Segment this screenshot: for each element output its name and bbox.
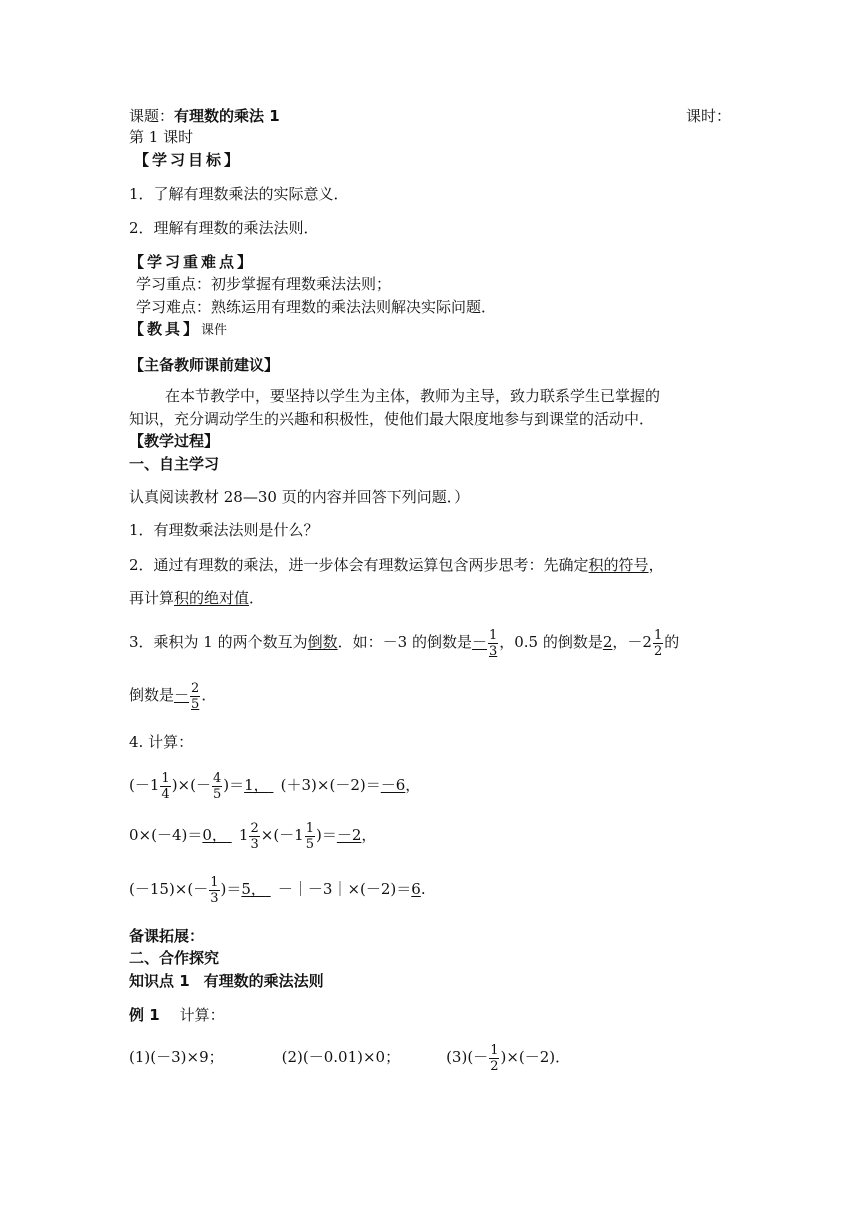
q3-mixed-fraction [653, 628, 663, 659]
example-1-heading [129, 1006, 225, 1024]
numerator: 1 [305, 820, 314, 836]
denominator: 2 [653, 643, 663, 659]
tools-heading: 【教具】 [129, 320, 202, 338]
advice-line-2: 知识，充分调动学生的兴趣和积极性，使他们最大限度地参与到课堂的活动中． [129, 410, 655, 428]
q4-r3-answer-1: 5， [241, 880, 266, 898]
q4-r3-text: . [420, 880, 426, 898]
q4-r1-text: (＋3)×(－2)＝ [280, 776, 381, 794]
example-1-items [129, 1040, 570, 1074]
q4-r2-text: ， [361, 826, 377, 844]
example-item-3-rest: )×(－2)． [500, 1048, 571, 1066]
q4-r1-answer-1: 1， [244, 776, 269, 794]
q4-r2-text: ×(－1 [260, 826, 304, 844]
topic-title: 有理数的乘法 1 [174, 107, 280, 125]
q3-text-d: ，0.5 的倒数是 [499, 633, 603, 651]
denominator: 3 [488, 643, 498, 659]
q4-r1-text: )＝ [223, 776, 245, 794]
denominator: 3 [210, 890, 219, 906]
q3-text-e: ，－2 [612, 633, 652, 651]
numerator: 1 [653, 627, 663, 643]
question-3-line-1 [129, 625, 679, 659]
q3-ans3-sign: － [174, 686, 190, 704]
q3-ans1-sign: － [471, 633, 487, 651]
period-label: 课时： [686, 107, 732, 125]
q4-r3-text: )＝ [220, 880, 242, 898]
q4-r3-text: (－15)×(－ [129, 880, 209, 898]
q3-ans1-fraction [488, 628, 498, 659]
advice-heading: 【主备教师课前建议】 [129, 356, 280, 374]
q4-row-3 [129, 872, 426, 906]
kp-title: 有理数的乘法法则 [203, 972, 324, 990]
numerator: 1 [161, 770, 170, 786]
numerator: 2 [250, 820, 259, 836]
topic-label: 课题： [129, 107, 175, 125]
numerator: 1 [210, 874, 219, 890]
difficulty-heading: 【学习重难点】 [129, 253, 256, 271]
q4-r3-fraction [209, 875, 219, 906]
numerator: 1 [488, 627, 498, 643]
example-text: 计算： [179, 1006, 225, 1024]
q2-text-2: 再计算 [129, 589, 175, 607]
q2-answer-abs: 积的绝对值 [174, 589, 250, 607]
blank-underline [266, 872, 278, 906]
q3-ans2: 2 [602, 633, 613, 651]
example-item-3: (3)(－ [446, 1048, 489, 1066]
part1-heading: 一、自主学习 [129, 455, 220, 473]
q4-r1-text: (－1 [129, 776, 160, 794]
numerator: 2 [191, 680, 200, 696]
q4-r2-answer-2: －2 [336, 826, 362, 844]
q2-period: ． [249, 589, 265, 607]
q2-comma: ， [648, 556, 664, 574]
part2-heading: 二、合作探究 [129, 949, 220, 967]
blank-underline [227, 818, 239, 852]
q4-r3-text: －｜－3｜×(－2)＝ [277, 880, 412, 898]
objectives-heading: 【学习目标】 [134, 151, 243, 169]
q4-r1-text: ， [405, 776, 421, 794]
q4-r1-text: )×(－ [171, 776, 211, 794]
question-1: 1．有理数乘法法则是什么？ [129, 521, 319, 539]
knowledge-point-heading [129, 972, 324, 990]
question-4-label: 4. 计算： [129, 733, 194, 751]
tools-value: 课件 [201, 323, 228, 338]
q3-text-a: 3．乘积为 1 的两个数互为 [129, 633, 308, 651]
q4-r1-answer-2: －6 [380, 776, 406, 794]
example-label: 例 1 [129, 1006, 160, 1024]
example-item-1: (1)(－3)×9； [129, 1048, 224, 1066]
reading-instruction: 认真阅读教材 28—30 页的内容并回答下列问题．） [129, 488, 470, 506]
q3-text-c: ．如：－3 的倒数是 [337, 633, 472, 651]
objective-item-1: 1．了解有理数乘法的实际意义． [129, 185, 349, 203]
q3-text-g: 倒数是 [129, 686, 175, 704]
q4-r2-fraction-2 [305, 821, 315, 852]
denominator: 5 [191, 696, 200, 712]
q2-answer-sign: 积的符号 [588, 556, 649, 574]
key-point: 学习重点：初步掌握有理数乘法法则； [136, 275, 392, 293]
q4-r2-fraction-1 [249, 821, 259, 852]
question-2-line-1 [129, 556, 664, 574]
question-2-line-2 [129, 589, 264, 607]
denominator: 3 [250, 836, 259, 852]
q4-r2-text: )＝ [316, 826, 337, 844]
q4-r1-fraction-1 [160, 771, 170, 802]
objective-item-2: 2．理解有理数的乘法法则． [129, 219, 319, 237]
q4-r2-answer-1: 0， [202, 826, 227, 844]
q4-r2-text: 0×(－4)＝ [129, 826, 203, 844]
example-item-2: (2)(－0.01)×0； [281, 1048, 401, 1066]
q3-answer-reciprocal: 倒数 [307, 633, 338, 651]
q2-text: 2．通过有理数的乘法，进一步体会有理数运算包含两步思考：先确定 [129, 556, 589, 574]
period-value: 第 1 课时 [129, 128, 194, 146]
q4-r1-fraction-2 [212, 771, 222, 802]
q4-r3-answer-2: 6 [411, 880, 421, 898]
advice-line-1: 在本节教学中，要坚持以学生为主体，教师为主导，致力联系学生已掌握的 [165, 387, 661, 405]
extension-heading: 备课拓展： [129, 927, 205, 945]
tools-line [129, 320, 227, 340]
hard-point: 学习难点：熟练运用有理数的乘法法则解决实际问题． [136, 298, 497, 316]
q4-row-2 [129, 818, 376, 852]
q4-row-1 [129, 768, 420, 802]
kp-label: 知识点 1 [129, 972, 190, 990]
example-item-3-fraction [489, 1043, 499, 1074]
q3-ans3-fraction [190, 681, 200, 712]
denominator: 5 [212, 786, 222, 802]
blank-underline [269, 768, 281, 802]
lesson-topic [129, 107, 280, 125]
process-heading: 【教学过程】 [129, 432, 220, 450]
denominator: 2 [490, 1058, 499, 1074]
q3-text-h: ． [201, 686, 217, 704]
numerator: 4 [212, 770, 222, 786]
question-3-line-2 [129, 678, 216, 712]
denominator: 4 [161, 786, 170, 802]
q3-text-f: 的 [664, 633, 680, 651]
numerator: 1 [490, 1042, 499, 1058]
denominator: 5 [305, 836, 314, 852]
q4-r2-text: 1 [238, 826, 249, 844]
